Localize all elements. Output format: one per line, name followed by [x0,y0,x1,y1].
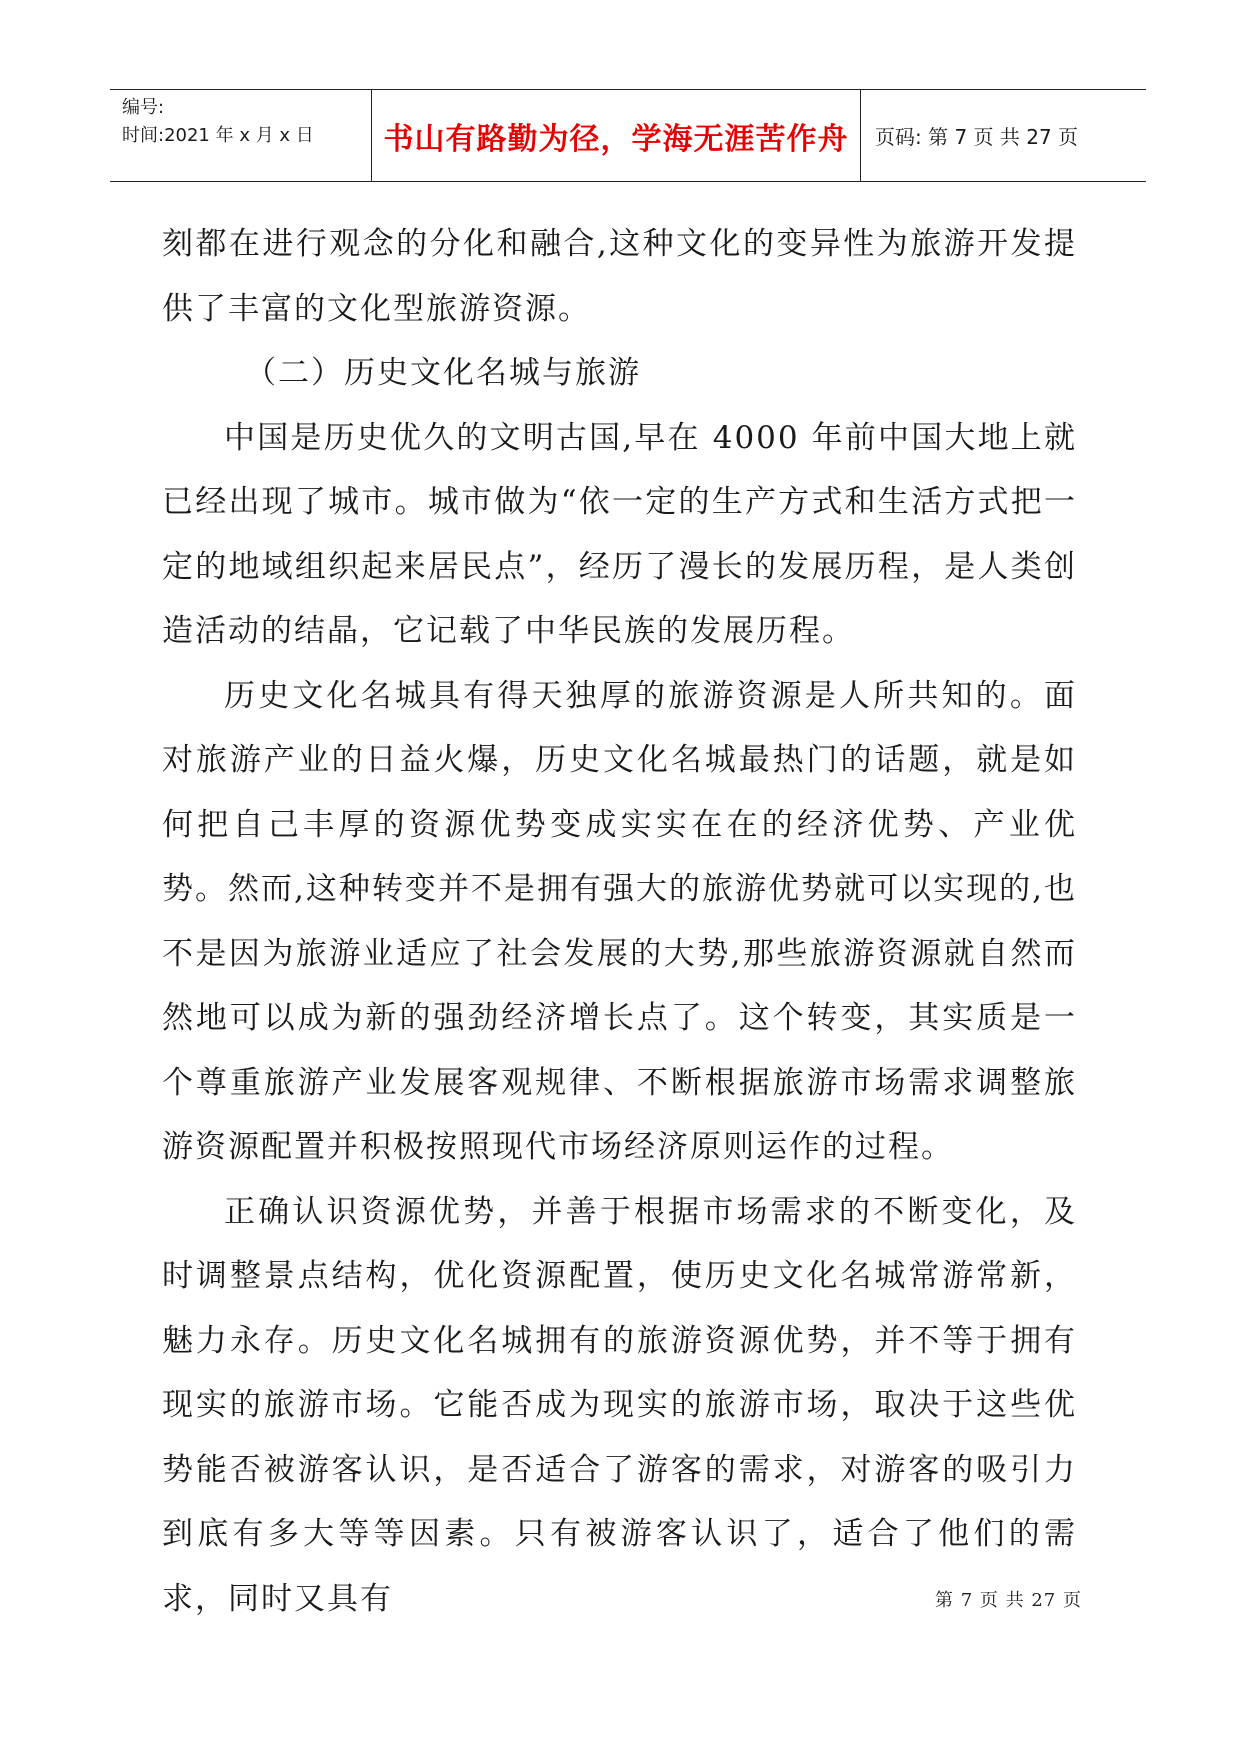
document-time-label: 时间:2021 年 x 月 x 日 [122,125,314,146]
paragraph: 历史文化名城具有得天独厚的旅游资源是人所共知的。面对旅游产业的日益火爆，历史文化名城最热门的话题，就是如何把自己丰厚的资源优势变成实实在在的经济优势、产业优势。然而,这种转变并不是拥有强大的旅游优势就可以实现的,也不是因为旅游业适应了社会发展的大势,那些旅游资源就自然而然地可以成为新的强劲经济增长点了。这个转变，其实质是一个尊重旅游产业发展客观规律、不断根据旅游市场需求调整旅游资源配置并积极按照现代市场经济原则运作的过程。 [162,677,1077,1165]
page-footer [935,1586,1082,1612]
paragraph: 正确认识资源优势，并善于根据市场需求的不断变化，及时调整景点结构，优化资源配置，使历史文化名城常游常新，魅力永存。历史文化名城拥有的旅游资源优势，并不等于拥有现实的旅游市场。它能否成为现实的旅游市场，取决于这些优势能否被游客认识，是否适合了游客的需求，对游客的吸引力到底有多大等等因素。只有被游客认识了，适合了他们的需求，同时又具有 [162,1193,1077,1617]
document-number-label: 编号: [122,97,165,118]
footer-page-number: 第 7 页 共 27 页 [935,1590,1082,1611]
header-page-info [861,90,1146,181]
header-page-info-text: 页码: 第 7 页 共 27 页 [875,125,1079,149]
header-meta [110,90,372,181]
paragraph-continuation: 刻都在进行观念的分化和融合,这种文化的变异性为旅游开发提供了丰富的文化型旅游资源。 [162,226,1077,327]
page-header [110,89,1146,182]
section-heading: （二）历史文化名城与旅游 [245,355,641,391]
header-motto [372,90,861,181]
motto-text: 书山有路勤为径，学海无涯苦作舟 [383,121,849,157]
paragraph: 中国是历史优久的文明古国,早在 4000 年前中国大地上就已经出现了城市。城市做为“依一定的生产方式和生活方式把一定的地域组织起来居民点”，经历了漫长的发展历程，是人类创造活动的结晶，它记载了中华民族的发展历程。 [162,419,1077,649]
document-body [162,212,1077,1631]
